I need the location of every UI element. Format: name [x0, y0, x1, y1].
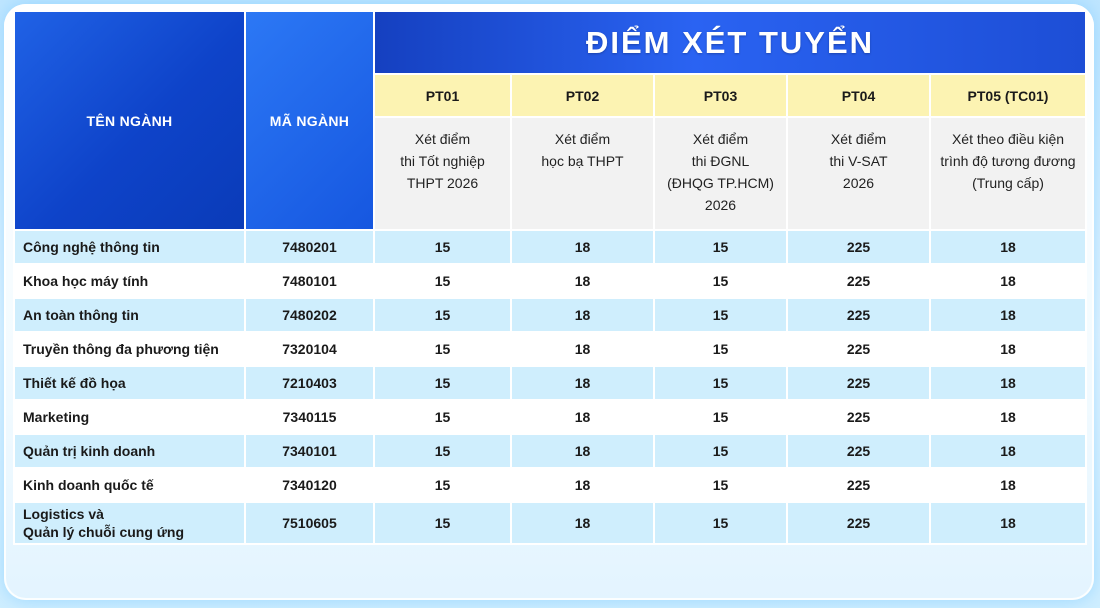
score-cell: 15 — [374, 230, 511, 264]
score-cell: 225 — [787, 230, 930, 264]
score-cell: 15 — [374, 502, 511, 544]
score-cell: 15 — [654, 230, 787, 264]
score-cell: 15 — [374, 264, 511, 298]
major-code: 7340115 — [245, 400, 374, 434]
major-name: Truyền thông đa phương tiện — [14, 332, 245, 366]
table-row — [14, 468, 1086, 502]
score-cell: 225 — [787, 434, 930, 468]
major-code: 7480201 — [245, 230, 374, 264]
score-cell: 18 — [511, 434, 654, 468]
admission-score-table — [13, 10, 1087, 545]
score-cell: 15 — [374, 332, 511, 366]
score-cell: 18 — [930, 298, 1086, 332]
method-code-pt03: PT03 — [654, 74, 787, 117]
score-cell: 18 — [930, 332, 1086, 366]
table-title: ĐIỂM XÉT TUYỂN — [374, 11, 1086, 74]
score-cell: 18 — [930, 230, 1086, 264]
score-cell: 18 — [930, 434, 1086, 468]
table-row — [14, 332, 1086, 366]
method-desc-pt01: Xét điểm thi Tốt nghiệp THPT 2026 — [374, 117, 511, 230]
score-cell: 15 — [374, 298, 511, 332]
score-cell: 15 — [654, 298, 787, 332]
score-cell: 15 — [654, 366, 787, 400]
score-cell: 15 — [374, 400, 511, 434]
major-name: Khoa học máy tính — [14, 264, 245, 298]
method-code-pt04: PT04 — [787, 74, 930, 117]
major-name: Kinh doanh quốc tế — [14, 468, 245, 502]
score-cell: 18 — [930, 502, 1086, 544]
major-name: Công nghệ thông tin — [14, 230, 245, 264]
header-major-name: TÊN NGÀNH — [14, 11, 245, 230]
table-row — [14, 230, 1086, 264]
header-major-code: MÃ NGÀNH — [245, 11, 374, 230]
score-cell: 18 — [930, 264, 1086, 298]
score-cell: 18 — [511, 502, 654, 544]
score-cell: 18 — [511, 298, 654, 332]
table-row — [14, 366, 1086, 400]
score-cell: 15 — [654, 434, 787, 468]
method-code-pt02: PT02 — [511, 74, 654, 117]
score-cell: 15 — [654, 332, 787, 366]
score-cell: 15 — [654, 468, 787, 502]
table-row — [14, 400, 1086, 434]
score-cell: 15 — [374, 366, 511, 400]
score-cell: 18 — [511, 468, 654, 502]
method-desc-pt02: Xét điểm học bạ THPT — [511, 117, 654, 230]
major-name: Quản trị kinh doanh — [14, 434, 245, 468]
major-code: 7510605 — [245, 502, 374, 544]
score-cell: 15 — [654, 502, 787, 544]
method-desc-pt04: Xét điểm thi V-SAT 2026 — [787, 117, 930, 230]
score-cell: 18 — [511, 332, 654, 366]
table-row — [14, 298, 1086, 332]
score-cell: 18 — [511, 366, 654, 400]
method-code-pt01: PT01 — [374, 74, 511, 117]
score-cell: 18 — [511, 400, 654, 434]
score-cell: 15 — [654, 264, 787, 298]
method-desc-pt03: Xét điểm thi ĐGNL (ĐHQG TP.HCM) 2026 — [654, 117, 787, 230]
method-code-pt05: PT05 (TC01) — [930, 74, 1086, 117]
score-cell: 225 — [787, 298, 930, 332]
major-name: Thiết kế đồ họa — [14, 366, 245, 400]
major-code: 7480101 — [245, 264, 374, 298]
table-row — [14, 264, 1086, 298]
major-code: 7340120 — [245, 468, 374, 502]
score-cell: 225 — [787, 468, 930, 502]
score-cell: 18 — [930, 468, 1086, 502]
major-code: 7480202 — [245, 298, 374, 332]
major-name: Logistics và Quản lý chuỗi cung ứng — [14, 502, 245, 544]
major-name: An toàn thông tin — [14, 298, 245, 332]
table-row — [14, 502, 1086, 544]
score-cell: 15 — [374, 468, 511, 502]
score-cell: 18 — [930, 366, 1086, 400]
score-cell: 225 — [787, 366, 930, 400]
score-cell: 18 — [511, 230, 654, 264]
major-code: 7210403 — [245, 366, 374, 400]
score-cell: 225 — [787, 332, 930, 366]
major-code: 7340101 — [245, 434, 374, 468]
major-code: 7320104 — [245, 332, 374, 366]
table-row — [14, 434, 1086, 468]
score-cell: 15 — [654, 400, 787, 434]
score-cell: 225 — [787, 502, 930, 544]
method-desc-pt05: Xét theo điều kiện trình độ tương đương (Trung cấp) — [930, 117, 1086, 230]
score-cell: 225 — [787, 264, 930, 298]
score-cell: 18 — [511, 264, 654, 298]
score-cell: 225 — [787, 400, 930, 434]
score-cell: 18 — [930, 400, 1086, 434]
score-cell: 15 — [374, 434, 511, 468]
major-name: Marketing — [14, 400, 245, 434]
